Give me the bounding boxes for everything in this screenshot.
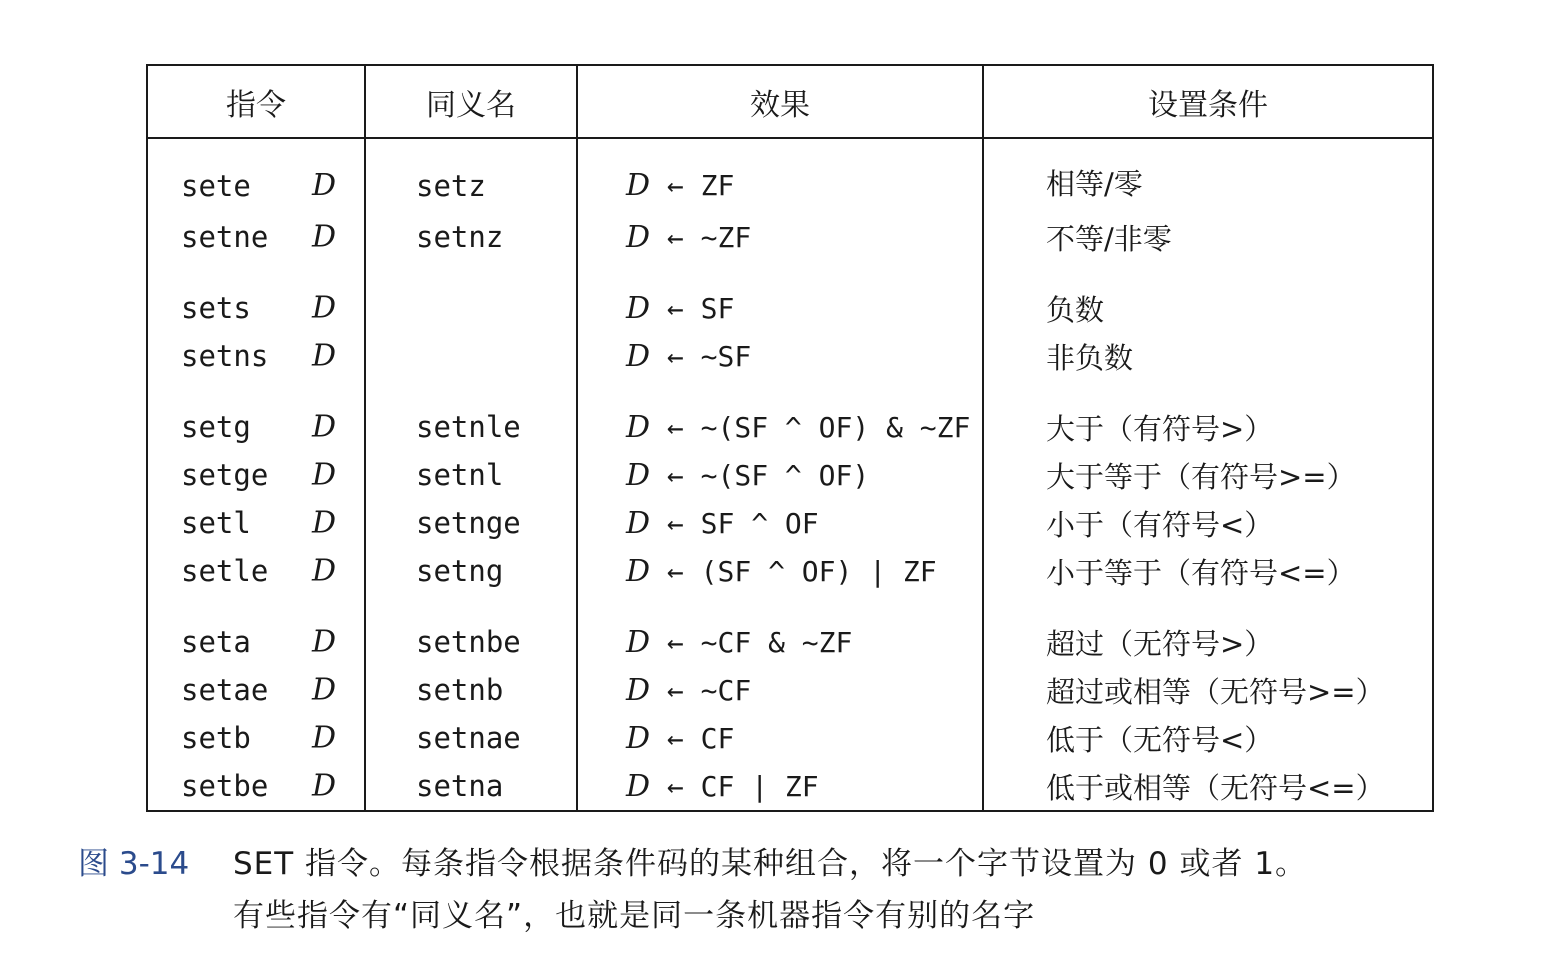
instruction-cell [147,138,365,213]
table-row [147,666,1433,714]
effect-destination: D [626,553,651,589]
instruction-name: sets [181,291,251,325]
effect-expression: ~(SF ^ OF) [700,458,870,492]
table-row [147,618,1433,666]
spacer-cell [983,261,1433,284]
table-row [147,403,1433,451]
condition-cell: 负数 [1046,292,1105,327]
instruction-name: sete [181,169,251,203]
instruction-name: setbe [181,769,269,803]
synonym-cell: setnle [365,403,577,451]
instruction-operand: D [312,219,337,255]
group-spacer [147,595,1433,618]
left-arrow-icon: ← [666,506,684,540]
table-row [147,284,1433,332]
effect-destination: D [626,409,651,445]
caption-line-1: SET 指令。每条指令根据条件码的某种组合，将一个字节设置为 0 或者 1。 [233,846,1308,882]
left-arrow-icon: ← [666,554,684,588]
condition-cell: 大于（有符号>） [1046,411,1274,446]
instruction-cell [147,618,365,666]
instruction-name: setle [181,554,269,588]
effect-destination: D [626,768,651,804]
condition-cell: 超过或相等（无符号>=） [1046,674,1385,709]
spacer-cell [365,380,577,403]
effect-cell [577,451,983,499]
effect-cell [577,666,983,714]
synonym-cell: setz [365,138,577,213]
condition-cell: 超过（无符号>） [1046,626,1274,661]
header-condition: 设置条件 [983,65,1433,138]
effect-destination: D [626,672,651,708]
figure-label: 图 3-14 [78,846,190,882]
instruction-cell [147,547,365,595]
spacer-cell [577,261,983,284]
effect-expression: SF ^ OF [700,506,819,540]
instruction-operand: D [312,168,337,203]
spacer-cell [365,595,577,618]
effect-cell [577,618,983,666]
set-instructions-table [146,64,1434,812]
left-arrow-icon: ← [666,673,684,707]
instruction-name: setl [181,506,251,540]
instruction-operand: D [312,409,337,445]
instruction-operand: D [312,672,337,708]
table-row [147,762,1433,811]
condition-cell: 小于等于（有符号<=） [1046,555,1356,590]
left-arrow-icon: ← [666,769,684,803]
left-arrow-icon: ← [666,458,684,492]
instruction-operand: D [312,290,337,326]
effect-cell [577,762,983,811]
condition-cell: 低于（无符号<） [1046,722,1274,757]
effect-destination: D [626,720,651,756]
table-body [147,138,1433,811]
effect-expression: ~ZF [700,220,752,254]
effect-expression: ~CF [700,673,752,707]
instruction-cell [147,762,365,811]
synonym-cell [365,332,577,380]
spacer-cell [147,261,365,284]
condition-cell: 低于或相等（无符号<=） [1046,770,1385,805]
condition-cell: 小于（有符号<） [1046,507,1274,542]
effect-destination: D [626,168,651,203]
effect-expression: ~SF [700,339,752,373]
instruction-cell [147,284,365,332]
caption-text [233,838,1538,942]
header-effect: 效果 [577,65,983,138]
condition-cell: 非负数 [1046,340,1134,375]
instruction-operand: D [312,457,337,493]
synonym-cell: setnb [365,666,577,714]
effect-cell [577,403,983,451]
instruction-cell [147,499,365,547]
instruction-operand: D [312,338,337,374]
spacer-cell [147,595,365,618]
left-arrow-icon: ← [666,220,684,254]
effect-expression: CF [700,721,735,755]
figure-caption [78,838,1538,942]
synonym-cell [365,284,577,332]
spacer-cell [577,595,983,618]
effect-expression: ~(SF ^ OF) & ~ZF [700,410,971,444]
spacer-cell [147,380,365,403]
synonym-cell: setnz [365,213,577,261]
left-arrow-icon: ← [666,291,684,325]
instruction-cell [147,403,365,451]
effect-destination: D [626,624,651,660]
instruction-name: setns [181,339,269,373]
effect-cell [577,332,983,380]
condition-cell: 大于等于（有符号>=） [1046,459,1356,494]
instruction-name: setb [181,721,251,755]
spacer-cell [983,380,1433,403]
instruction-operand: D [312,720,337,756]
instruction-name: setne [181,220,269,254]
effect-cell [577,547,983,595]
effect-cell [577,138,983,213]
effect-expression: SF [700,291,735,325]
condition-cell: 相等/零 [1046,167,1143,201]
caption-line-2: 有些指令有“同义名”，也就是同一条机器指令有别的名字 [233,898,1036,934]
effect-destination: D [626,219,651,255]
instruction-cell [147,213,365,261]
spacer-cell [365,261,577,284]
synonym-cell: setng [365,547,577,595]
effect-cell [577,499,983,547]
header-instruction: 指令 [147,65,365,138]
group-spacer [147,380,1433,403]
table-row [147,547,1433,595]
table-row [147,499,1433,547]
left-arrow-icon: ← [666,339,684,373]
table-row [147,138,1433,213]
synonym-cell: setnbe [365,618,577,666]
effect-cell [577,284,983,332]
instruction-operand: D [312,553,337,589]
table-row [147,714,1433,762]
table-header-row [147,65,1433,138]
synonym-cell: setna [365,762,577,811]
effect-cell [577,714,983,762]
effect-destination: D [626,338,651,374]
synonym-cell: setnge [365,499,577,547]
effect-destination: D [626,457,651,493]
instruction-name: setge [181,458,269,492]
table-row [147,451,1433,499]
spacer-cell [577,380,983,403]
effect-expression: ZF [700,169,735,202]
instruction-operand: D [312,624,337,660]
table-row [147,213,1433,261]
instruction-name: setae [181,673,269,707]
effect-expression: (SF ^ OF) | ZF [700,554,937,588]
table-row [147,332,1433,380]
instruction-name: setg [181,410,251,444]
left-arrow-icon: ← [666,625,684,659]
instruction-operand: D [312,768,337,804]
synonym-cell: setnae [365,714,577,762]
left-arrow-icon: ← [666,169,684,202]
effect-cell [577,213,983,261]
group-spacer [147,261,1433,284]
spacer-cell [983,595,1433,618]
condition-cell: 不等/非零 [1046,221,1172,256]
instruction-cell [147,451,365,499]
effect-expression: ~CF & ~ZF [700,625,853,659]
header-synonym: 同义名 [365,65,577,138]
instruction-cell [147,714,365,762]
left-arrow-icon: ← [666,410,684,444]
instruction-operand: D [312,505,337,541]
instruction-cell [147,666,365,714]
effect-expression: CF | ZF [700,769,819,803]
left-arrow-icon: ← [666,721,684,755]
synonym-cell: setnl [365,451,577,499]
effect-destination: D [626,505,651,541]
effect-destination: D [626,290,651,326]
instruction-name: seta [181,625,251,659]
instruction-cell [147,332,365,380]
